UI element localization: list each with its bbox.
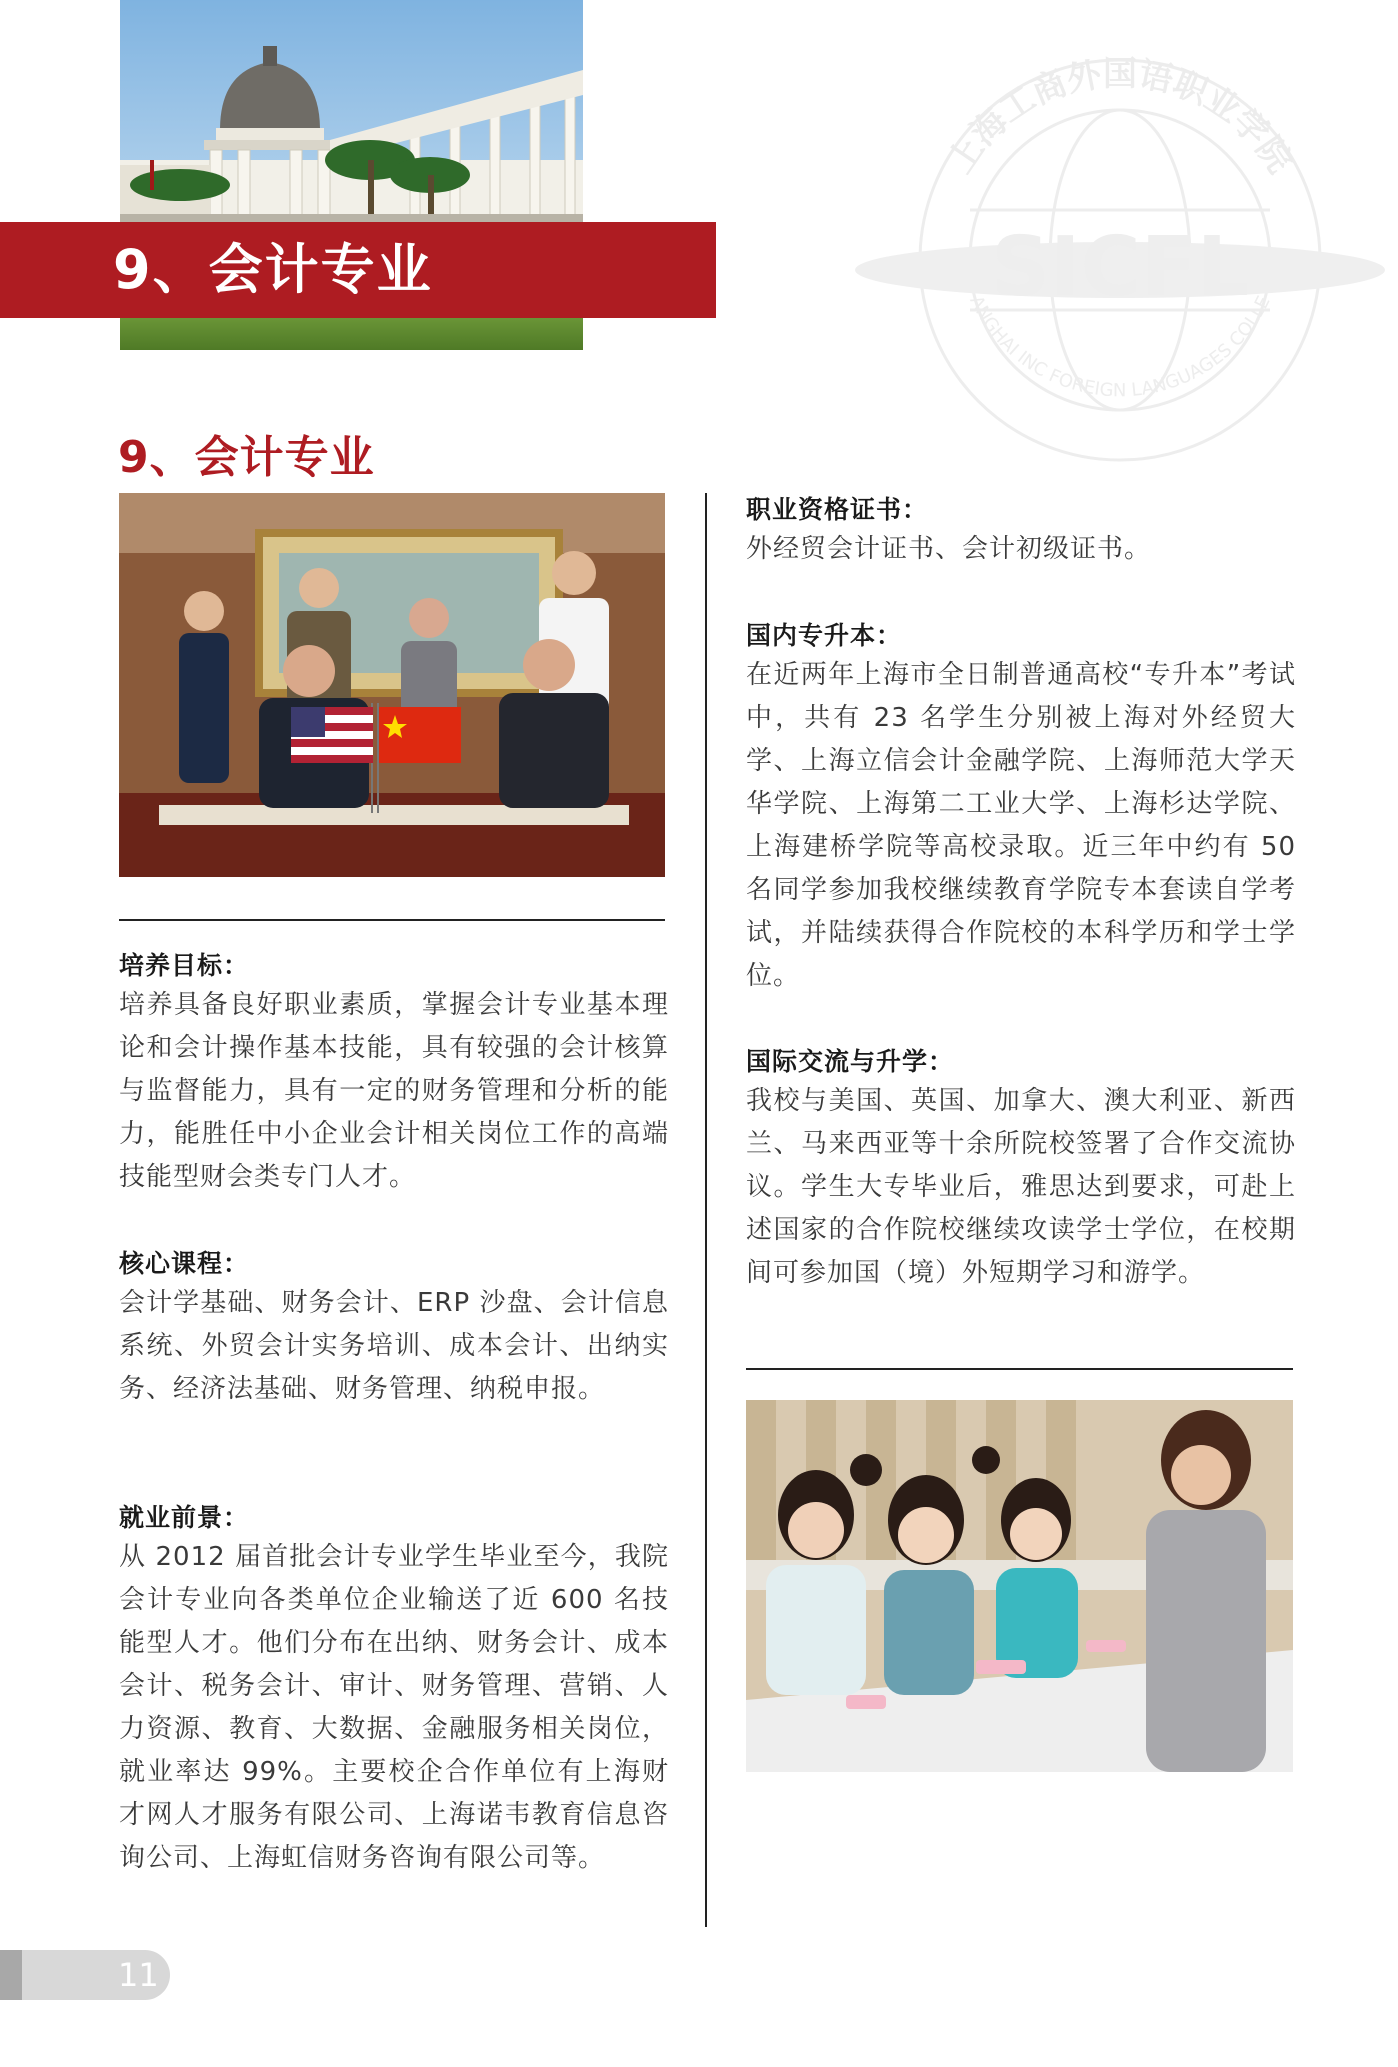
certificates-block bbox=[746, 492, 1296, 571]
employment-heading: 就业前景： bbox=[119, 1503, 250, 1532]
international-text: 我校与美国、英国、加拿大、澳大利亚、新西兰、马来西亚等十余所院校签署了合作交流协议。学生大专毕业后，雅思达到要求，可赴上述国家的合作院校继续攻读学士学位，在校期间可参加国（境）外短期学习和游学。 bbox=[746, 1086, 1296, 1288]
training-goal-block bbox=[119, 948, 669, 1199]
watermark-arc-en: ANGHAI INC FOREIGN LANGUAGES COLLE bbox=[965, 292, 1275, 402]
watermark-center-text: SICFL bbox=[990, 220, 1250, 315]
degree-upgrade-block bbox=[746, 618, 1296, 998]
international-heading: 国际交流与升学： bbox=[746, 1047, 955, 1076]
page-tab-accent bbox=[0, 1950, 22, 2000]
core-courses-text: 会计学基础、财务会计、ERP 沙盘、会计信息系统、外贸会计实务培训、成本会计、出纳实务、经济法基础、财务管理、纳税申报。 bbox=[119, 1288, 669, 1404]
certificates-text: 外经贸会计证书、会计初级证书。 bbox=[746, 534, 1152, 564]
section-heading: 9、会计专业 bbox=[118, 432, 375, 483]
core-courses-block bbox=[119, 1246, 669, 1411]
employment-block bbox=[119, 1500, 669, 1880]
watermark-arc-cn: 上海工商外国语职业学院 bbox=[940, 53, 1300, 181]
training-goal-text: 培养具备良好职业素质，掌握会计专业基本理论和会计操作基本技能，具有较强的会计核算与监督能力，具有一定的财务管理和分析的能力，能胜任中小企业会计相关岗位工作的高端技能型财会类专门人才。 bbox=[119, 990, 669, 1192]
page-number-tab bbox=[0, 1950, 170, 2000]
banner-title: 9、会计专业 bbox=[113, 238, 433, 301]
training-goal-heading: 培养目标： bbox=[119, 951, 250, 980]
degree-upgrade-text: 在近两年上海市全日制普通高校“专升本”考试中，共有 23 名学生分别被上海对外经贸大学、上海立信会计金融学院、上海师范大学天华学院、上海第二工业大学、上海杉达学院、上海建桥学院等高校录取。近三年中约有 50 名同学参加我校继续教育学院专本套读自学考试，并陆续获得合作院校的本科学历和学士学位。 bbox=[746, 660, 1296, 991]
svg-text:上海工商外国语职业学院 bbox=[940, 54, 1299, 180]
core-courses-heading: 核心课程： bbox=[119, 1249, 250, 1278]
classroom-photo bbox=[746, 1400, 1293, 1772]
page-number: 11 bbox=[118, 1956, 159, 1994]
title-band bbox=[0, 222, 716, 318]
certificates-heading: 职业资格证书： bbox=[746, 495, 929, 524]
degree-upgrade-heading: 国内专升本： bbox=[746, 621, 903, 650]
international-block bbox=[746, 1044, 1296, 1295]
divider-rule bbox=[746, 1368, 1293, 1370]
column-divider bbox=[705, 493, 707, 1927]
signing-ceremony-photo bbox=[119, 493, 665, 877]
divider-rule bbox=[119, 919, 665, 921]
college-seal-watermark bbox=[850, 30, 1390, 470]
employment-text: 从 2012 届首批会计专业学生毕业至今，我院会计专业向各类单位企业输送了近 600 名技能型人才。他们分布在出纳、财务会计、成本会计、税务会计、审计、财务管理、营销、人力资源、教育、大数据、金融服务相关岗位，就业率达 99%。主要校企合作单位有上海财才网人才服务有限公司、上海诺韦教育信息咨询公司、上海虹信财务咨询有限公司等。 bbox=[119, 1542, 669, 1873]
